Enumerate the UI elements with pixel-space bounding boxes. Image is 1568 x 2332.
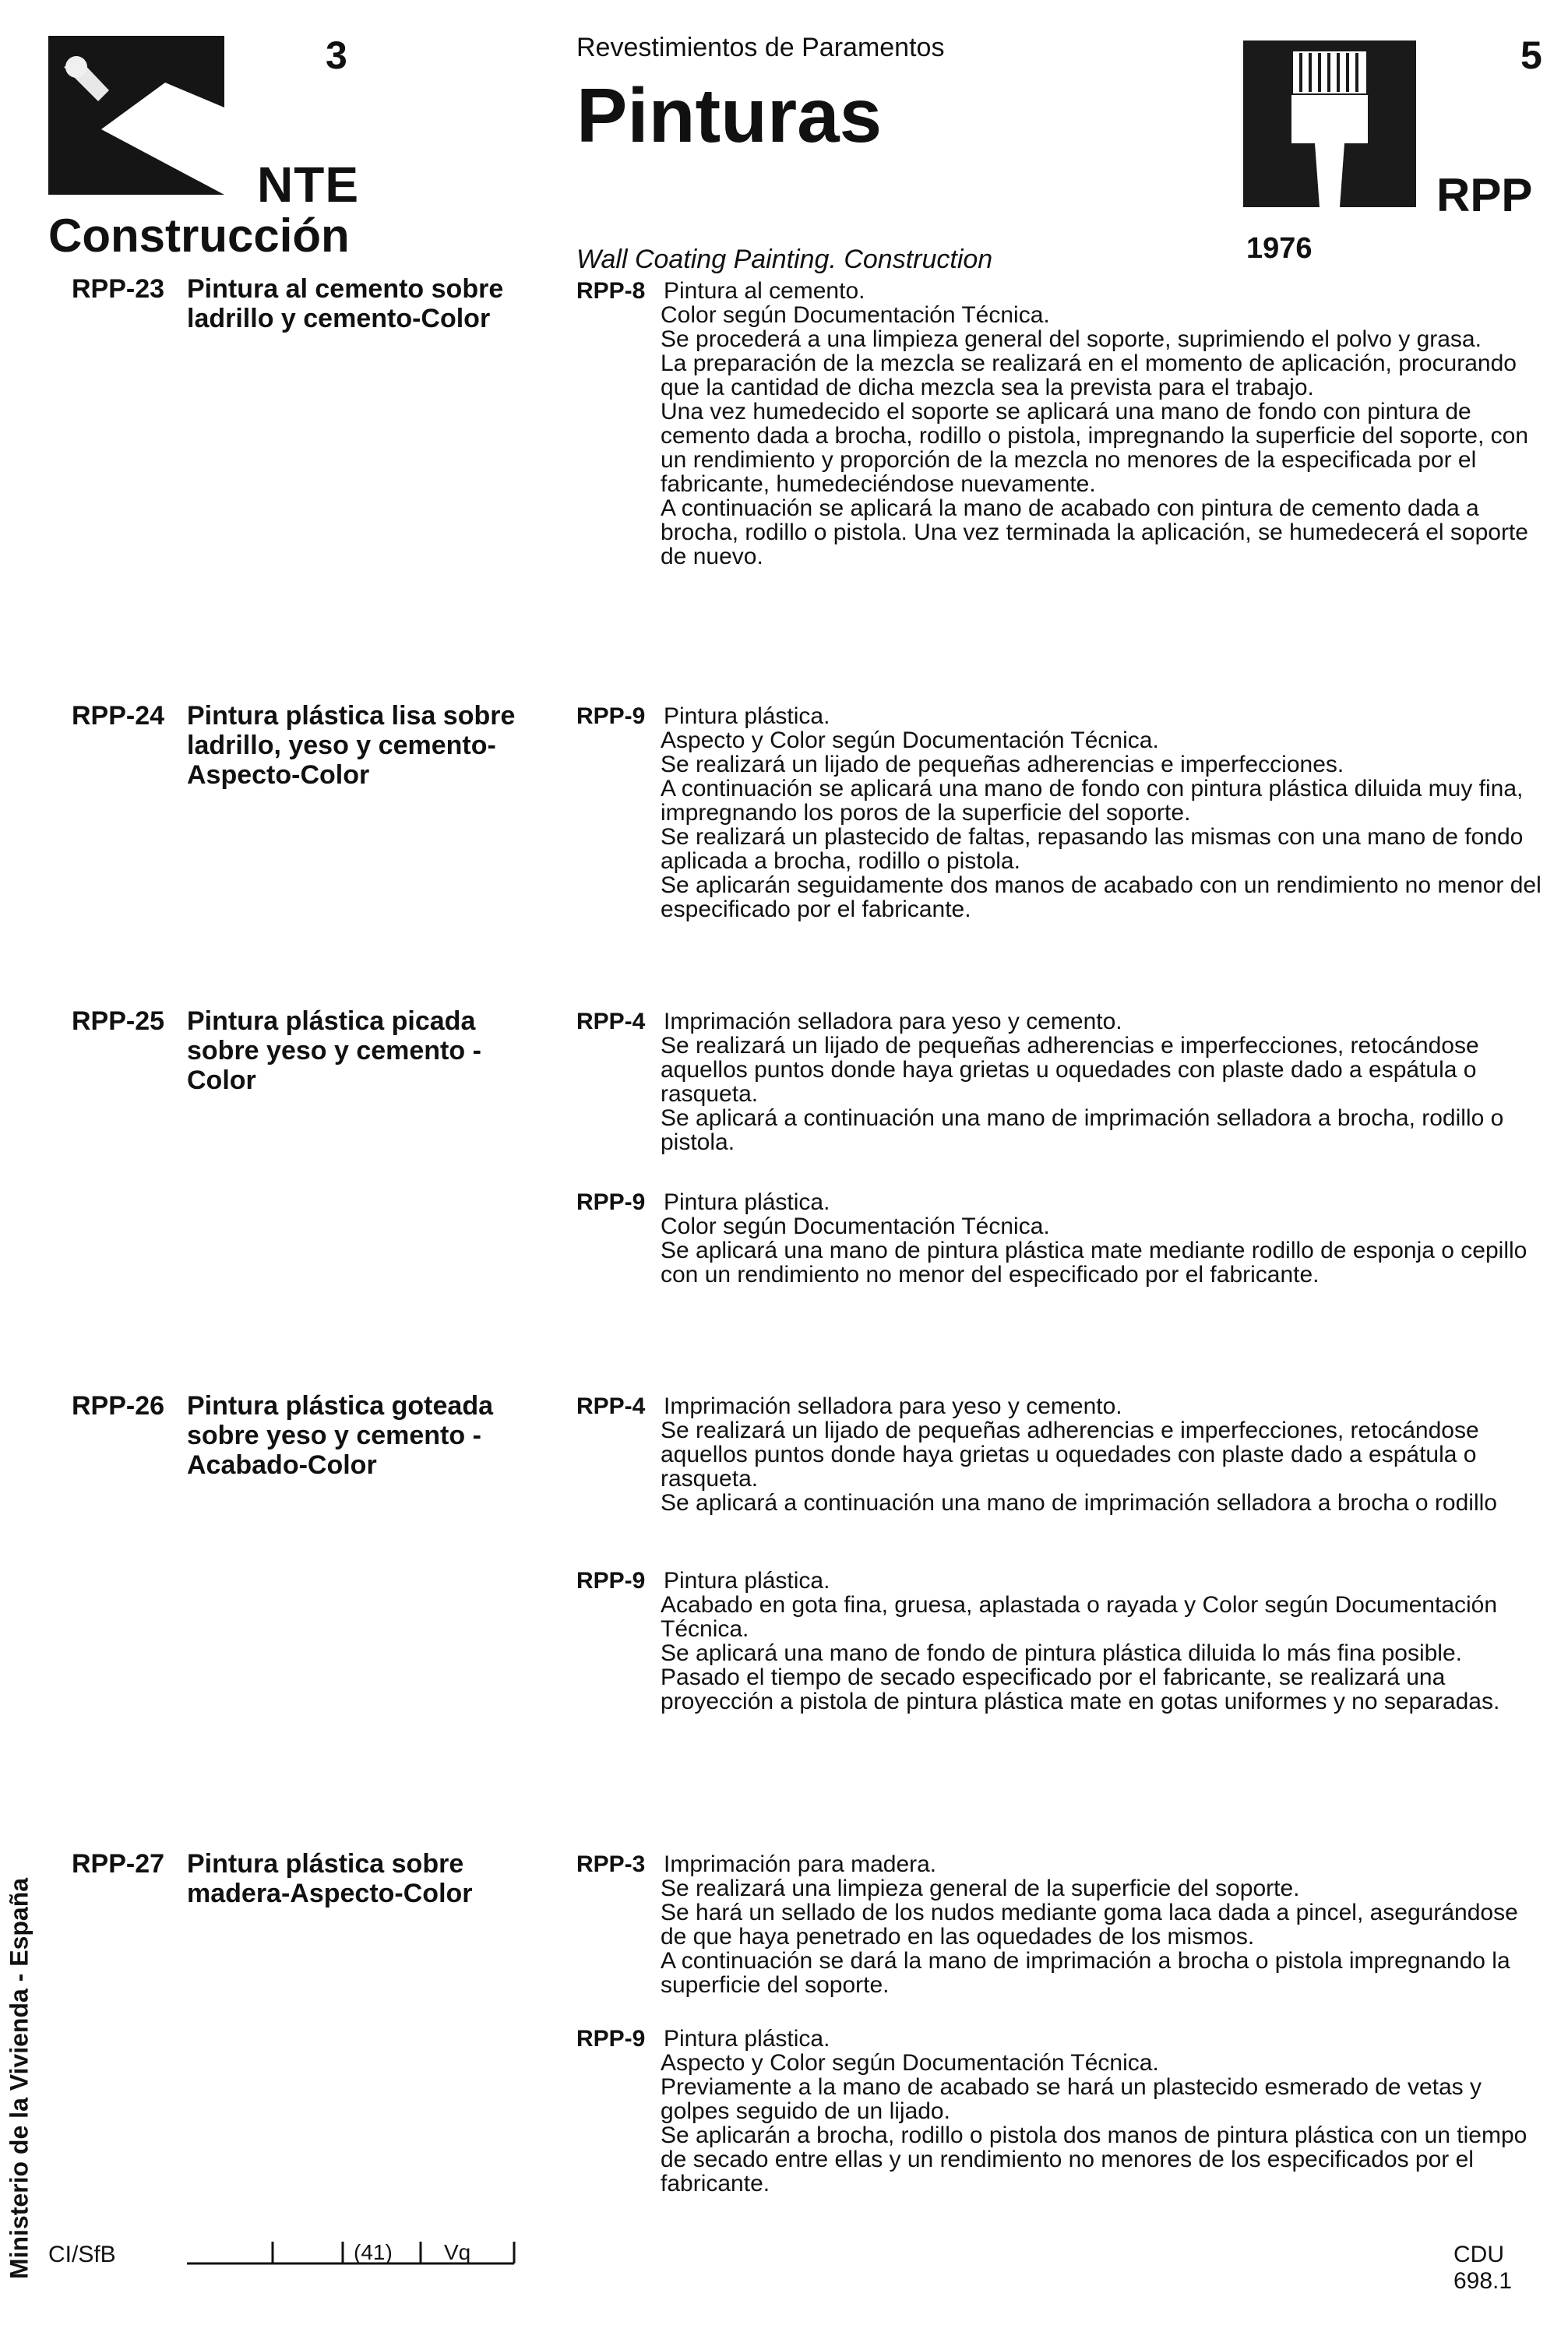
document-subtitle: Revestimientos de Paramentos bbox=[576, 33, 945, 62]
spec-title: Imprimación selladora para yeso y cemento. bbox=[664, 1393, 1122, 1419]
section-name: Pintura plástica sobre madera-Aspecto-Color bbox=[187, 1849, 473, 1908]
section-code: RPP-24 bbox=[72, 701, 165, 731]
section-code: RPP-26 bbox=[72, 1391, 165, 1421]
spec-line: A continuación se aplicará una mano de fondo con pintura plástica diluida muy fina, impregnando los poros de la superficie del soporte. bbox=[661, 776, 1524, 826]
nte-logo bbox=[48, 36, 224, 195]
spec-block bbox=[576, 1190, 1542, 1287]
footer-cisfb: CI/SfB bbox=[48, 2242, 116, 2267]
spec-title: Pintura plástica. bbox=[664, 1189, 830, 1215]
spec-line: Se realizará un lijado de pequeñas adherencias e imperfecciones, retocándose aquellos puntos donde haya grietas u oquedades con plaste dado a espátula o rasqueta. bbox=[661, 1418, 1479, 1492]
spec-code: RPP-8 bbox=[576, 278, 646, 304]
footer-cdu: CDU 698.1 bbox=[1453, 2242, 1513, 2294]
spec-line: Se aplicará a continuación una mano de imprimación selladora a brocha, rodillo o pistola. bbox=[661, 1105, 1504, 1155]
spec-line: Se aplicará a continuación una mano de imprimación selladora a brocha o rodillo bbox=[661, 1490, 1497, 1516]
spec-line: Se aplicará una mano de fondo de pintura plástica diluida lo más fina posible. bbox=[661, 1640, 1462, 1666]
section-name: Pintura al cemento sobre ladrillo y cemento-Color bbox=[187, 274, 504, 333]
page-number-right: 5 bbox=[1520, 33, 1542, 77]
section-name: Pintura plástica goteada sobre yeso y cemento -Acabado-Color bbox=[187, 1391, 493, 1480]
spec-block bbox=[576, 1569, 1542, 1714]
spec-title: Pintura plástica. bbox=[664, 1568, 830, 1594]
section-name: Pintura plástica lisa sobre ladrillo, yeso y cemento-Aspecto-Color bbox=[187, 701, 516, 790]
spec-line: Pasado el tiempo de secado especificado por el fabricante, se realizará una proyección a pistola de pintura plástica mate en gotas uniformes y no separadas. bbox=[661, 1664, 1500, 1714]
spec-code: RPP-9 bbox=[576, 2026, 646, 2052]
spec-line: Se realizará un lijado de pequeñas adherencias e imperfecciones, retocándose aquellos puntos donde haya grietas u oquedades con plaste dado a espátula o rasqueta. bbox=[661, 1033, 1479, 1107]
spec-line: Previamente a la mano de acabado se hará un plastecido esmerado de vetas y golpes seguido de un lijado. bbox=[661, 2074, 1482, 2124]
spec-line: Se realizará una limpieza general de la superficie del soporte. bbox=[661, 1876, 1300, 1901]
ministry-side-label: Ministerio de la Vivienda - España bbox=[5, 1877, 33, 2280]
spec-code: RPP-9 bbox=[576, 703, 646, 729]
spec-block bbox=[576, 2027, 1542, 2196]
section-code: RPP-23 bbox=[72, 274, 165, 304]
spec-line: Una vez humedecido el soporte se aplicará una mano de fondo con pintura de cemento dada a brocha, rodillo o pistola, impregnando la superficie del soporte, con un rendimiento y proporción de la mezcla no menores de la especificada por el fabricante, humedeciéndose nuevamente. bbox=[661, 399, 1529, 497]
spec-line: La preparación de la mezcla se realizará en el momento de aplicación, procurando que la cantidad de dicha mezcla sea la prevista para el trabajo. bbox=[661, 351, 1517, 400]
construccion-label: Construcción bbox=[48, 210, 350, 262]
spec-line: A continuación se aplicará la mano de acabado con pintura de cemento dada a brocha, rodillo o pistola. Una vez terminada la aplicación, se humedecerá el soporte de nuevo. bbox=[661, 495, 1528, 569]
spec-line: Se hará un sellado de los nudos mediante goma laca dada a pincel, asegurándose de que haya penetrado en las oquedades de los mismos. bbox=[661, 1900, 1518, 1950]
rpp-code: RPP bbox=[1436, 169, 1533, 221]
spec-code: RPP-4 bbox=[576, 1393, 646, 1419]
spec-code: RPP-4 bbox=[576, 1009, 646, 1034]
section-name: Pintura plástica picada sobre yeso y cemento -Color bbox=[187, 1006, 481, 1095]
spec-line: Se aplicará una mano de pintura plástica mate mediante rodillo de esponja o cepillo con un rendimiento no menor del especificado por el fabricante. bbox=[661, 1238, 1527, 1288]
footer-box-code: Vq bbox=[444, 2240, 471, 2264]
spec-line: Se realizará un lijado de pequeñas adherencias e imperfecciones. bbox=[661, 752, 1344, 777]
spec-block bbox=[576, 279, 1542, 569]
spec-line: Color según Documentación Técnica. bbox=[661, 1214, 1050, 1239]
spec-line: A continuación se dará la mano de imprimación a brocha o pistola impregnando la superficie del soporte. bbox=[661, 1948, 1510, 1998]
spec-title: Pintura plástica. bbox=[664, 2026, 830, 2052]
spec-title: Pintura al cemento. bbox=[664, 278, 865, 304]
spec-title: Imprimación selladora para yeso y cemento. bbox=[664, 1009, 1122, 1034]
section-code: RPP-25 bbox=[72, 1006, 165, 1036]
nte-label: NTE bbox=[257, 157, 359, 213]
spec-line: Color según Documentación Técnica. bbox=[661, 302, 1050, 328]
paint-brush-icon bbox=[1243, 41, 1416, 207]
spec-line: Se procederá a una limpieza general del soporte, suprimiendo el polvo y grasa. bbox=[661, 326, 1482, 352]
footer-box-value: (41) bbox=[354, 2240, 393, 2264]
section-code: RPP-27 bbox=[72, 1849, 165, 1879]
spec-line: Se realizará un plastecido de faltas, repasando las mismas con una mano de fondo aplicada a brocha, rodillo o pistola. bbox=[661, 824, 1524, 874]
spec-code: RPP-3 bbox=[576, 1851, 646, 1877]
spec-code: RPP-9 bbox=[576, 1189, 646, 1215]
spec-block bbox=[576, 1009, 1542, 1154]
english-title: Wall Coating Painting. Construction bbox=[576, 245, 993, 274]
spec-line: Acabado en gota fina, gruesa, aplastada o rayada y Color según Documentación Técnica. bbox=[661, 1592, 1498, 1642]
spec-title: Pintura plástica. bbox=[664, 703, 830, 729]
spec-block bbox=[576, 1852, 1542, 1997]
spec-block bbox=[576, 1394, 1542, 1515]
page-title: Pinturas bbox=[576, 72, 883, 158]
page-number-left: 3 bbox=[326, 33, 347, 77]
trowel-icon bbox=[48, 36, 224, 195]
cisfb-classification-boxes bbox=[187, 2235, 530, 2267]
year: 1976 bbox=[1246, 232, 1313, 265]
spec-title: Imprimación para madera. bbox=[664, 1851, 937, 1877]
spec-code: RPP-9 bbox=[576, 1568, 646, 1594]
rpp-logo bbox=[1243, 41, 1416, 207]
spec-line: Se aplicarán seguidamente dos manos de acabado con un rendimiento no menor del especificado por el fabricante. bbox=[661, 872, 1542, 922]
spec-line: Se aplicarán a brocha, rodillo o pistola dos manos de pintura plástica con un tiempo de secado entre ellas y un rendimiento no menores de los especificados por el fabricante. bbox=[661, 2122, 1527, 2196]
spec-line: Aspecto y Color según Documentación Técnica. bbox=[661, 727, 1159, 753]
spec-block bbox=[576, 704, 1542, 921]
spec-line: Aspecto y Color según Documentación Técnica. bbox=[661, 2050, 1159, 2076]
